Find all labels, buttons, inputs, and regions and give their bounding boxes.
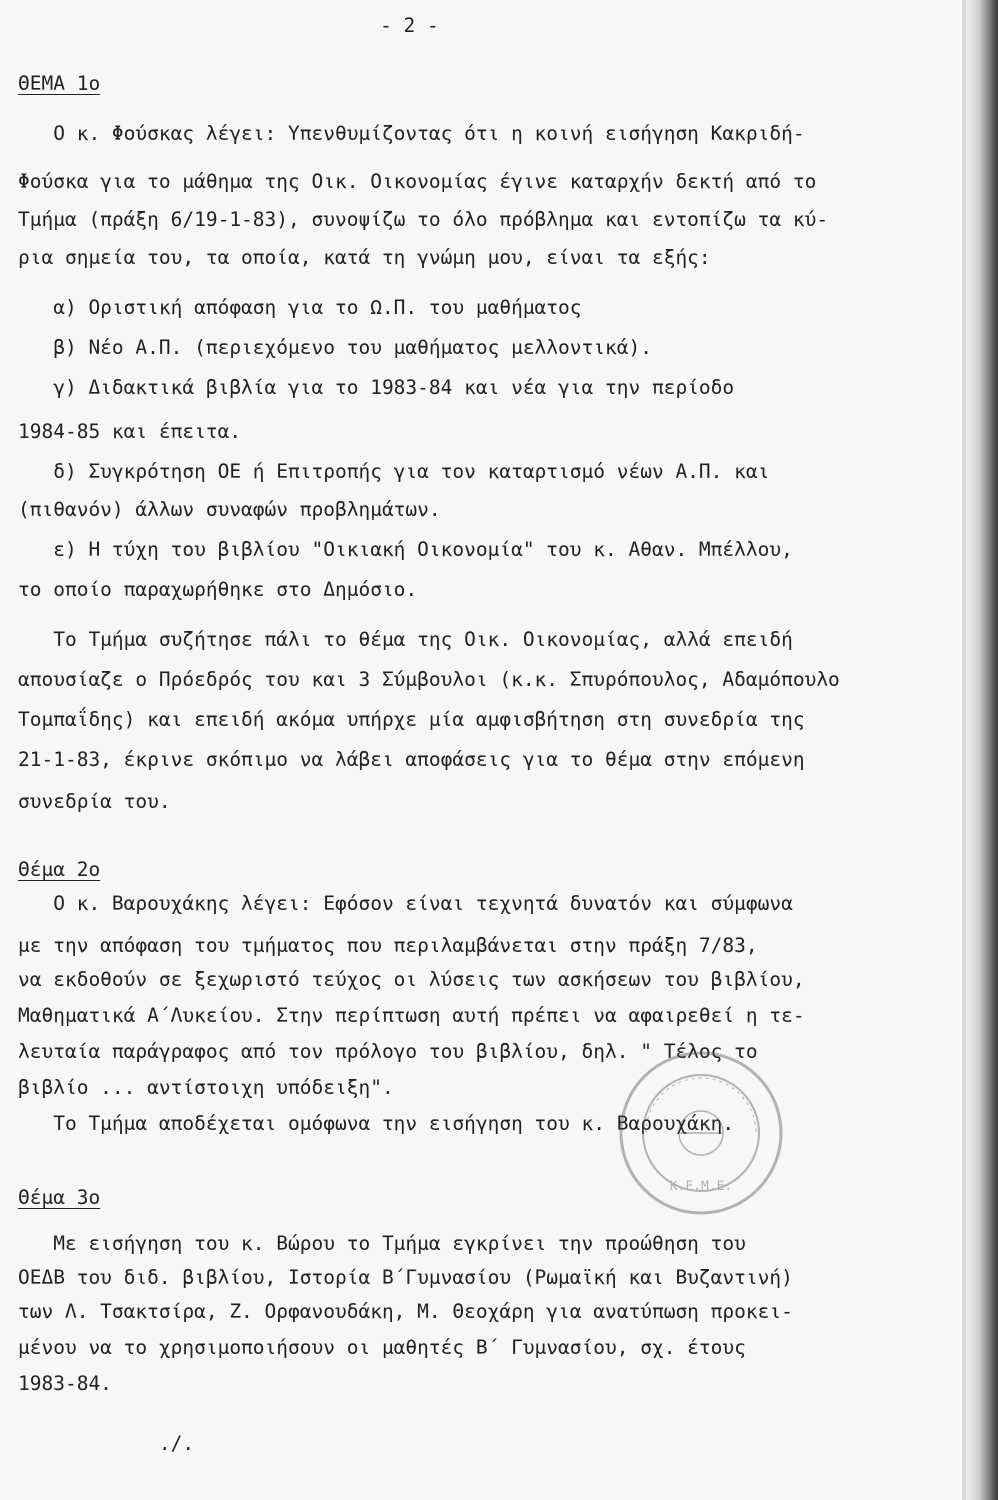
binding-shadow	[966, 0, 998, 1500]
text-line: Με εισήγηση του κ. Βώρου το Τμήμα εγκρίνει την προώθηση του	[18, 1232, 746, 1255]
text-line: βιβλίο ... αντίστοιχη υπόδειξη".	[18, 1076, 394, 1099]
text-line: Μαθηματικά Α΄Λυκείου. Στην περίπτωση αυτή πρέπει να αφαιρεθεί η τε-	[18, 1004, 805, 1027]
heading-topic-3: Θέμα 3ο	[18, 1186, 101, 1209]
text-line: Φούσκα για το μάθημα της Οικ. Οικονομίας έγινε καταρχήν δεκτή από το	[18, 170, 817, 193]
text-line: Το Τμήμα συζήτησε πάλι το θέμα της Οικ. Οικονομίας, αλλά επειδή	[18, 628, 793, 651]
seal-stamp-icon	[616, 1048, 786, 1218]
text-line: απουσίαζε ο Πρόεδρός του και 3 Σύμβουλοι (κ.κ. Σπυρόπουλος, Αδαμόπουλο	[18, 668, 840, 691]
text-line: ΟΕΔΒ του διδ. βιβλίου, Ιστορία Β΄Γυμνασίου (Ρωμαϊκή και Βυζαντινή)	[18, 1266, 793, 1289]
text-line: να εκδοθούν σε ξεχωριστό τεύχος οι λύσεις των ασκήσεων του βιβλίου,	[18, 968, 805, 991]
text-line: ρια σημεία του, τα οποία, κατά τη γνώμη μου, είναι τα εξής:	[18, 246, 711, 269]
text-line: το οποίο παραχωρήθηκε στο Δημόσιο.	[18, 578, 418, 601]
list-item-d: δ) Συγκρότηση ΟΕ ή Επιτροπής για τον καταρτισμό νέων Α.Π. και	[18, 460, 770, 483]
text-line: των Λ. Τσακτσίρα, Ζ. Ορφανουδάκη, Μ. Θεοχάρη για ανατύπωση προκει-	[18, 1300, 793, 1323]
text-line: 1984-85 και έπειτα.	[18, 420, 242, 443]
text-line: (πιθανόν) άλλων συναφών προβλημάτων.	[18, 498, 441, 521]
list-item-a: α) Οριστική απόφαση για το Ω.Π. του μαθήματος	[18, 296, 582, 319]
continuation-mark: ./.	[18, 1432, 195, 1455]
text-line: Τμήμα (πράξη 6/19-1-83), συνοψίζω το όλο πρόβλημα και εντοπίζω τα κύ-	[18, 208, 829, 231]
page-number: - 2 -	[380, 14, 439, 37]
list-item-c: γ) Διδακτικά βιβλία για το 1983-84 και νέα για την περίοδο	[18, 376, 735, 399]
text-line: Τομπαΐδης) και επειδή ακόμα υπήρχε μία αμφισβήτηση στη συνεδρία της	[18, 708, 805, 731]
text-line: Ο κ. Βαρουχάκης λέγει: Εφόσον είναι τεχνητά δυνατόν και σύμφωνα	[18, 892, 793, 915]
text-line: 1983-84.	[18, 1372, 112, 1395]
text-line: με την απόφαση του τμήματος που περιλαμβάνεται στην πράξη 7/83,	[18, 934, 758, 957]
text-line: συνεδρία του.	[18, 790, 171, 813]
text-line: 21-1-83, έκρινε σκόπιμο να λάβει αποφάσεις για το θέμα στην επόμενη	[18, 748, 805, 771]
list-item-e: ε) Η τύχη του βιβλίου "Οικιακή Οικονομία" του κ. Αθαν. Μπέλλου,	[18, 538, 793, 561]
stamp-text: Κ.Ε.Μ.Ε.	[669, 1179, 733, 1194]
heading-topic-1: ΘΕΜΑ 1ο	[18, 72, 101, 95]
text-line: Το Τμήμα αποδέχεται ομόφωνα την εισήγηση του κ. Βαρουχάκη.	[18, 1112, 735, 1135]
text-line: μένου να το χρησιμοποιήσουν οι μαθητές Β΄ Γυμνασίου, σχ. έτους	[18, 1336, 746, 1359]
list-item-b: β) Νέο Α.Π. (περιεχόμενο του μαθήματος μελλοντικά).	[18, 336, 652, 359]
heading-topic-2: Θέμα 2ο	[18, 858, 101, 881]
text-line: λευταία παράγραφος από τον πρόλογο του βιβλίου, δηλ. " Τέλος το	[18, 1040, 758, 1063]
text-line: Ο κ. Φούσκας λέγει: Υπενθυμίζοντας ότι η κοινή εισήγηση Κακριδή-	[18, 122, 805, 145]
